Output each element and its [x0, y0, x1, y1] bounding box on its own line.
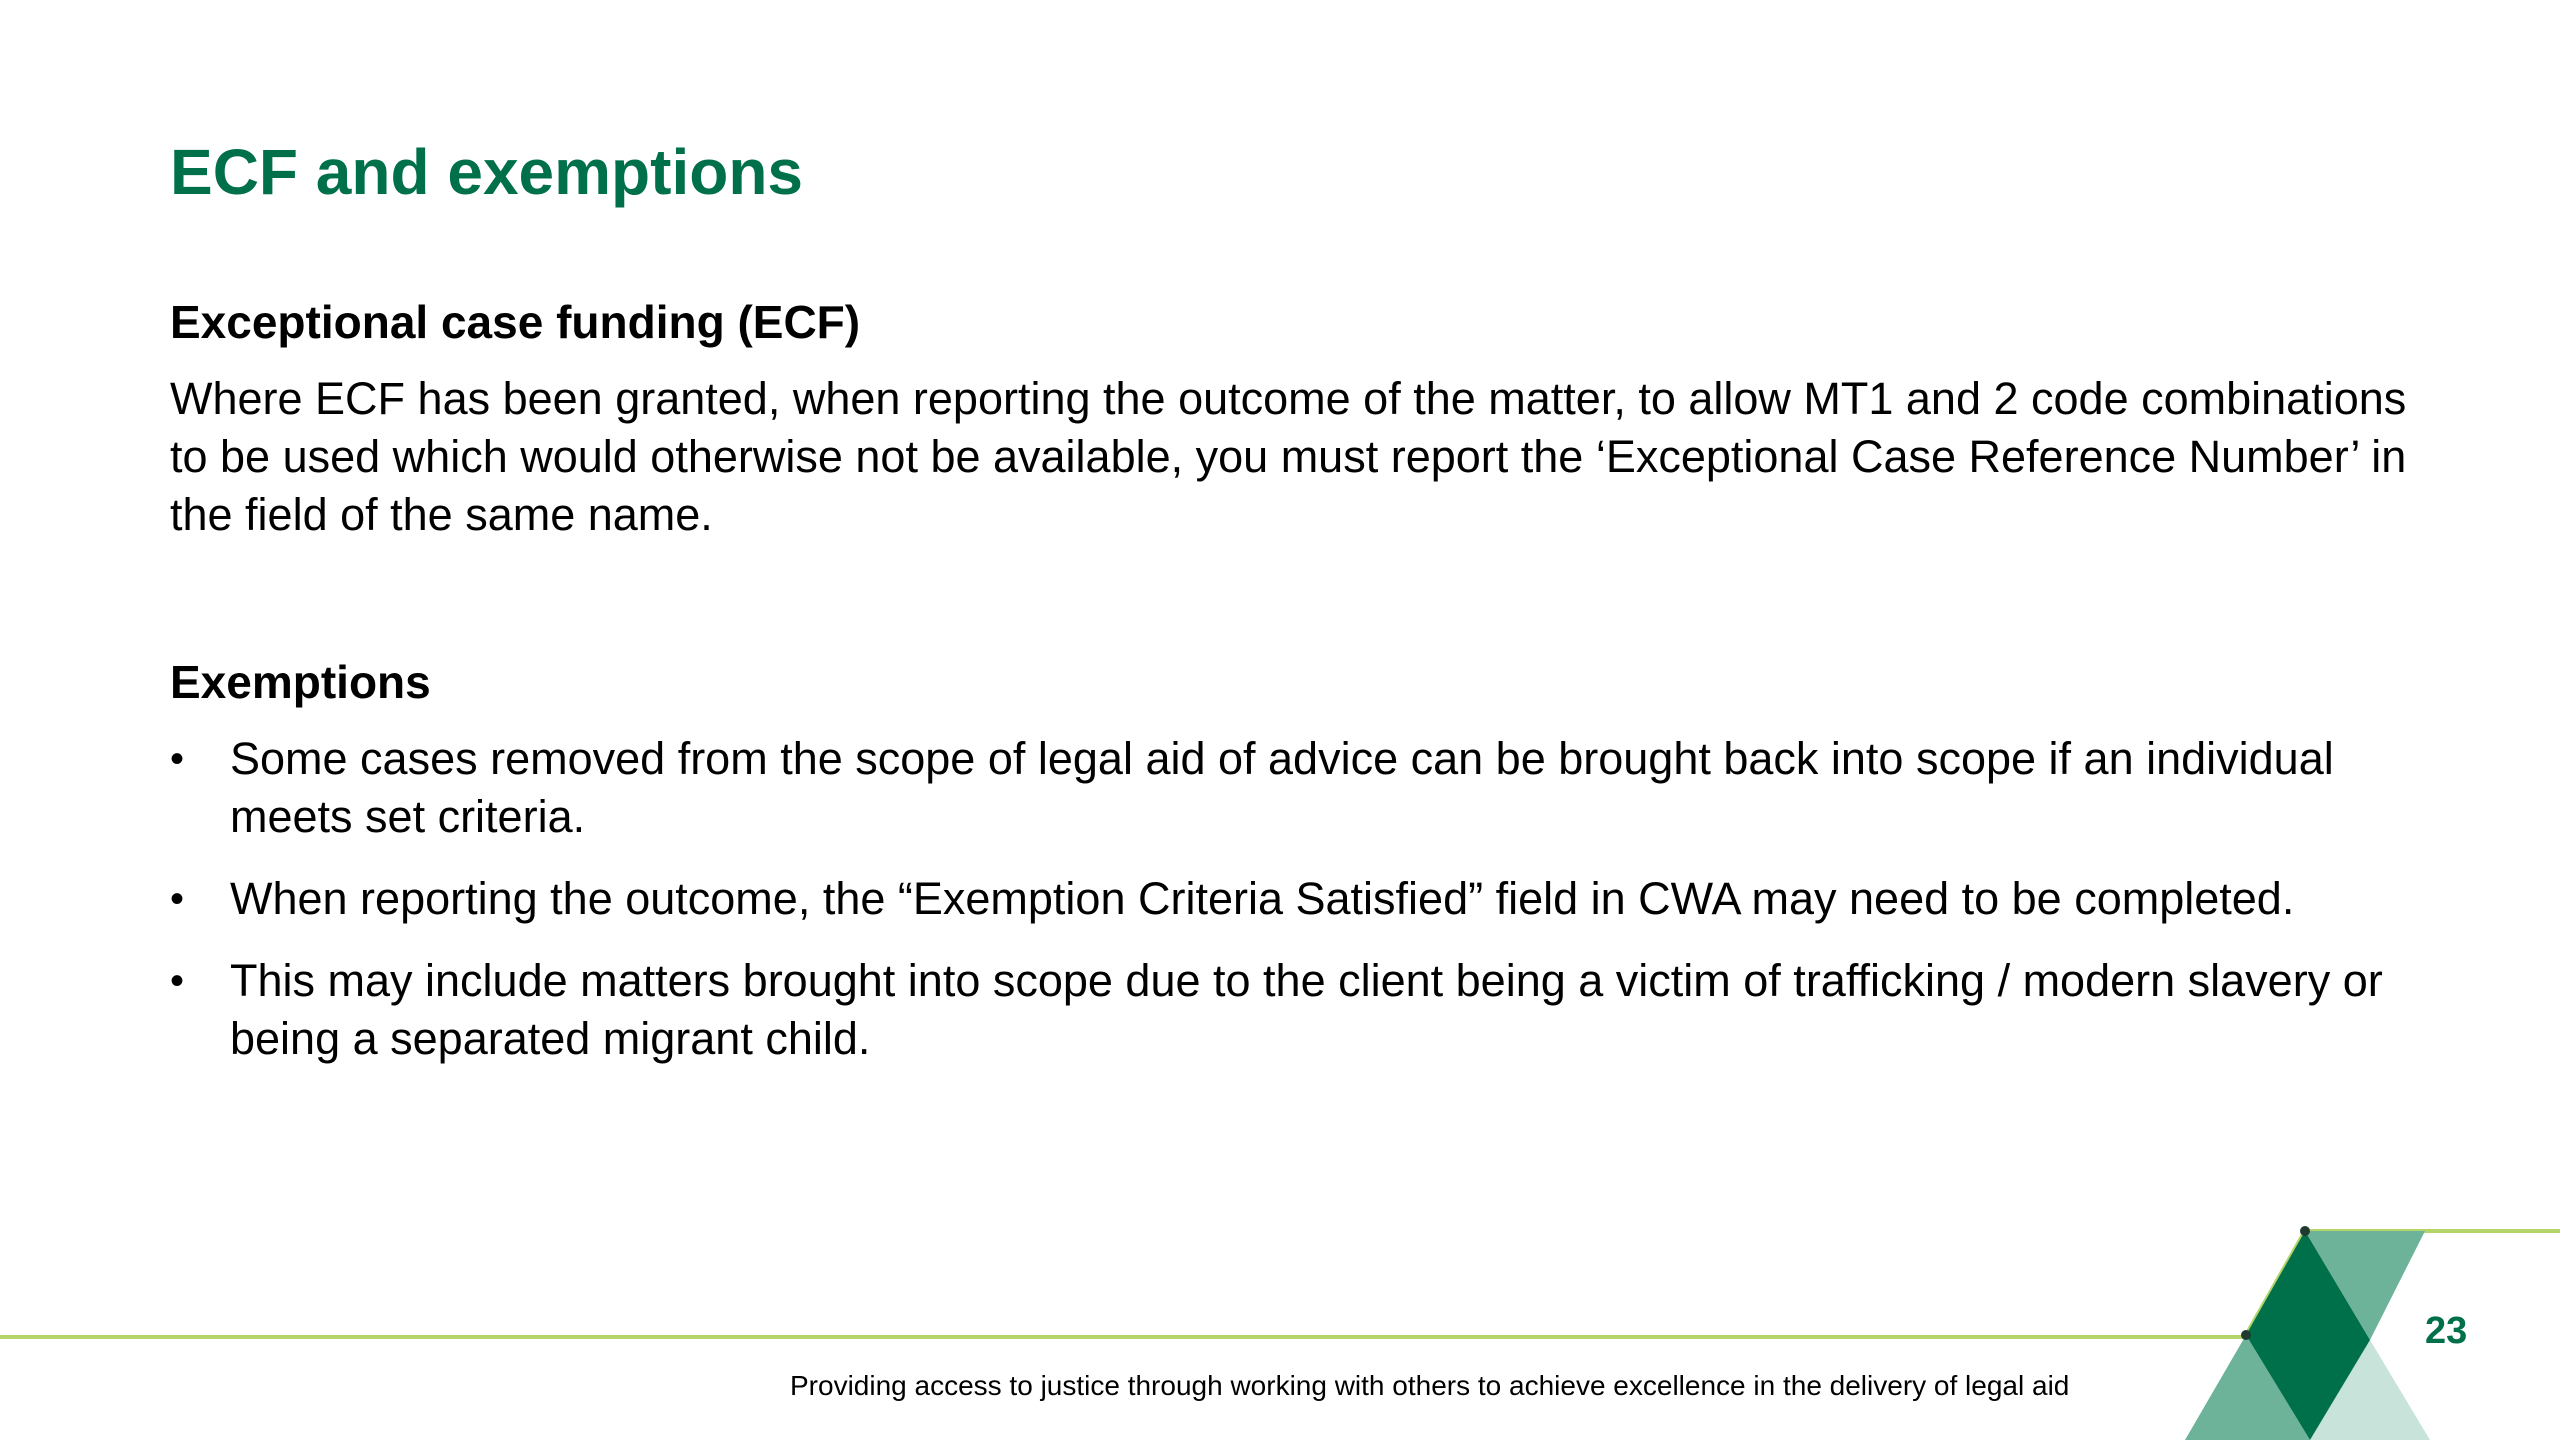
- corner-dot-left: [2241, 1330, 2251, 1340]
- ecf-paragraph: Where ECF has been granted, when reporting the outcome of the matter, to allow MT1 and 2 code combinations to be used which would otherwise not be available, you must report the ‘Exceptional Case Reference Number’ in the field of the same name.: [170, 373, 2407, 540]
- bullet-text: This may include matters brought into scope due to the client being a victim of trafficking / modern slavery or being a separated migrant child.: [230, 955, 2383, 1064]
- exemptions-bullet-item: [170, 870, 2420, 928]
- bullet-text: Some cases removed from the scope of legal aid of advice can be brought back into scope if an individual meets set criteria.: [230, 733, 2334, 842]
- exemptions-bullet-item: [170, 730, 2420, 846]
- exemptions-bullet-list: [170, 730, 2420, 1068]
- bullet-icon: •: [170, 959, 185, 1003]
- slide-title: ECF and exemptions: [170, 136, 803, 208]
- exemptions-bullet-item: [170, 952, 2420, 1068]
- exemptions-section: [170, 652, 2420, 1068]
- exemptions-heading: Exemptions: [170, 656, 431, 708]
- ecf-heading: Exceptional case funding (ECF): [170, 296, 861, 348]
- corner-decoration-icon: [2180, 1225, 2560, 1440]
- bullet-icon: •: [170, 737, 185, 781]
- slide-content: [170, 292, 2420, 1092]
- bullet-icon: •: [170, 877, 185, 921]
- bullet-text: When reporting the outcome, the “Exemption Criteria Satisfied” field in CWA may need to be completed.: [230, 873, 2295, 924]
- corner-dot-top: [2300, 1226, 2310, 1236]
- ecf-section: [170, 292, 2420, 544]
- page-number: 23: [2425, 1310, 2468, 1352]
- footer-divider: [0, 1335, 2250, 1339]
- footer-tagline: Providing access to justice through working with others to achieve excellence in the delivery of legal aid: [790, 1370, 2070, 1401]
